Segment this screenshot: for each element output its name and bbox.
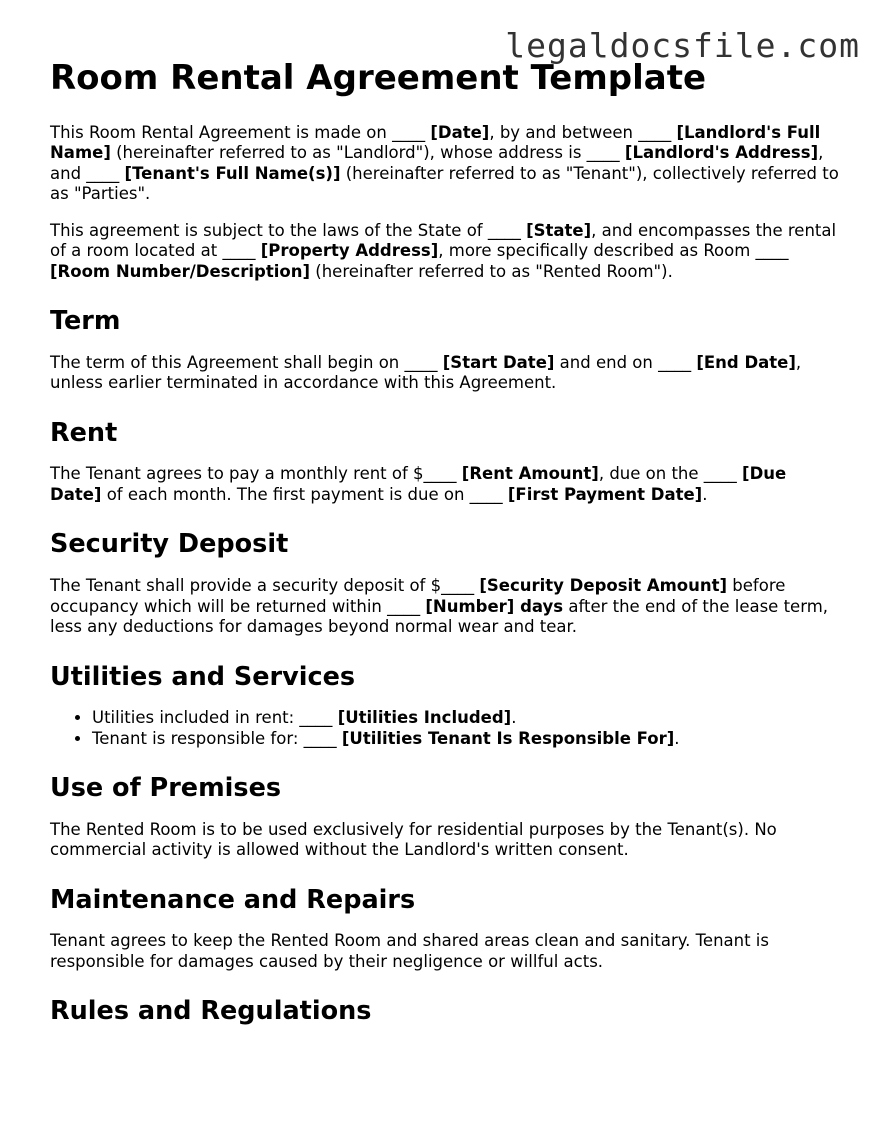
text: (hereinafter referred to as "Tenant"), collectively referred to as "Parties". xyxy=(50,163,839,204)
text: (hereinafter referred to as "Rented Room"). xyxy=(310,261,673,281)
maintenance-paragraph: Tenant agrees to keep the Rented Room and shared areas clean and sanitary. Tenant is responsible for damages caused by their negligence or willful acts. xyxy=(50,931,769,971)
section-heading-use-of-premises: Use of Premises xyxy=(50,773,282,804)
text: This agreement is subject to the laws of the State of ____ xyxy=(50,220,527,240)
list-item xyxy=(92,708,840,729)
placeholder-state: [State] xyxy=(526,220,592,240)
text: (hereinafter referred to as "Landlord"), whose address is ____ xyxy=(110,143,625,163)
placeholder-landlord-address: [Landlord's Address] xyxy=(624,143,819,163)
text: The Tenant agrees to pay a monthly rent of $____ xyxy=(50,464,462,484)
term-paragraph xyxy=(50,353,840,394)
section-heading-rules: Rules and Regulations xyxy=(50,996,372,1027)
use-of-premises-paragraph: The Rented Room is to be used exclusively for residential purposes by the Tenant(s). No commercial activity is allowed without the Landlord's written consent. xyxy=(50,819,777,860)
utilities-list xyxy=(50,708,840,749)
placeholder-property-address: [Property Address] xyxy=(260,241,439,261)
page-title: Room Rental Agreement Template xyxy=(50,58,707,98)
text: The Tenant shall provide a security deposit of $____ xyxy=(50,576,480,596)
text: This Room Rental Agreement is made on ____ xyxy=(50,122,431,142)
text: , and ____ xyxy=(50,143,824,183)
placeholder-due-date: [Due Date] xyxy=(50,464,787,504)
text: and end on ____ xyxy=(554,352,697,372)
intro-paragraph-parties xyxy=(50,123,840,205)
section-heading-security-deposit: Security Deposit xyxy=(50,529,289,560)
placeholder-landlord-name: [Landlord's Full Name] xyxy=(50,122,821,163)
section-heading-maintenance: Maintenance and Repairs xyxy=(50,884,416,915)
document-page xyxy=(50,58,840,1043)
placeholder-return-days: [Number] days xyxy=(425,596,564,616)
section-heading-utilities: Utilities and Services xyxy=(50,661,356,692)
text: . xyxy=(702,484,708,504)
section-heading-term: Term xyxy=(50,306,121,337)
text: before occupancy which will be returned within ____ xyxy=(50,576,786,616)
text: . xyxy=(511,708,517,728)
placeholder-deposit-amount: [Security Deposit Amount] xyxy=(479,576,728,596)
rent-paragraph xyxy=(50,464,840,505)
text: , unless earlier terminated in accordance with this Agreement. xyxy=(50,352,802,393)
text: Tenant is responsible for: ____ xyxy=(92,728,342,748)
placeholder-rent-amount: [Rent Amount] xyxy=(461,464,599,484)
text: , and encompasses the rental of a room located at ____ xyxy=(50,220,837,261)
placeholder-first-payment-date: [First Payment Date] xyxy=(507,484,703,504)
placeholder-tenant-name: [Tenant's Full Name(s)] xyxy=(124,163,341,183)
placeholder-utilities-included: [Utilities Included] xyxy=(337,708,512,728)
text: , due on the ____ xyxy=(598,464,743,484)
placeholder-end-date: [End Date] xyxy=(696,352,796,372)
text: after the end of the lease term, less any deductions for damages beyond normal wear and tear. xyxy=(50,596,829,637)
security-deposit-paragraph xyxy=(50,576,840,638)
placeholder-date: [Date] xyxy=(430,122,490,142)
text: . xyxy=(674,728,680,748)
intro-paragraph-property xyxy=(50,221,840,283)
text: , more specifically described as Room ____ xyxy=(438,241,789,261)
text: Utilities included in rent: ____ xyxy=(92,708,338,728)
section-heading-rent: Rent xyxy=(50,417,118,448)
text: , by and between ____ xyxy=(489,122,677,142)
list-item xyxy=(92,729,840,750)
placeholder-room-number: [Room Number/Description] xyxy=(50,261,311,281)
placeholder-start-date: [Start Date] xyxy=(442,352,555,372)
placeholder-tenant-utilities: [Utilities Tenant Is Responsible For] xyxy=(341,728,675,748)
text: The term of this Agreement shall begin on ____ xyxy=(50,352,443,372)
text: of each month. The first payment is due on ____ xyxy=(101,484,508,504)
watermark: legaldocsfile.com xyxy=(505,26,860,65)
